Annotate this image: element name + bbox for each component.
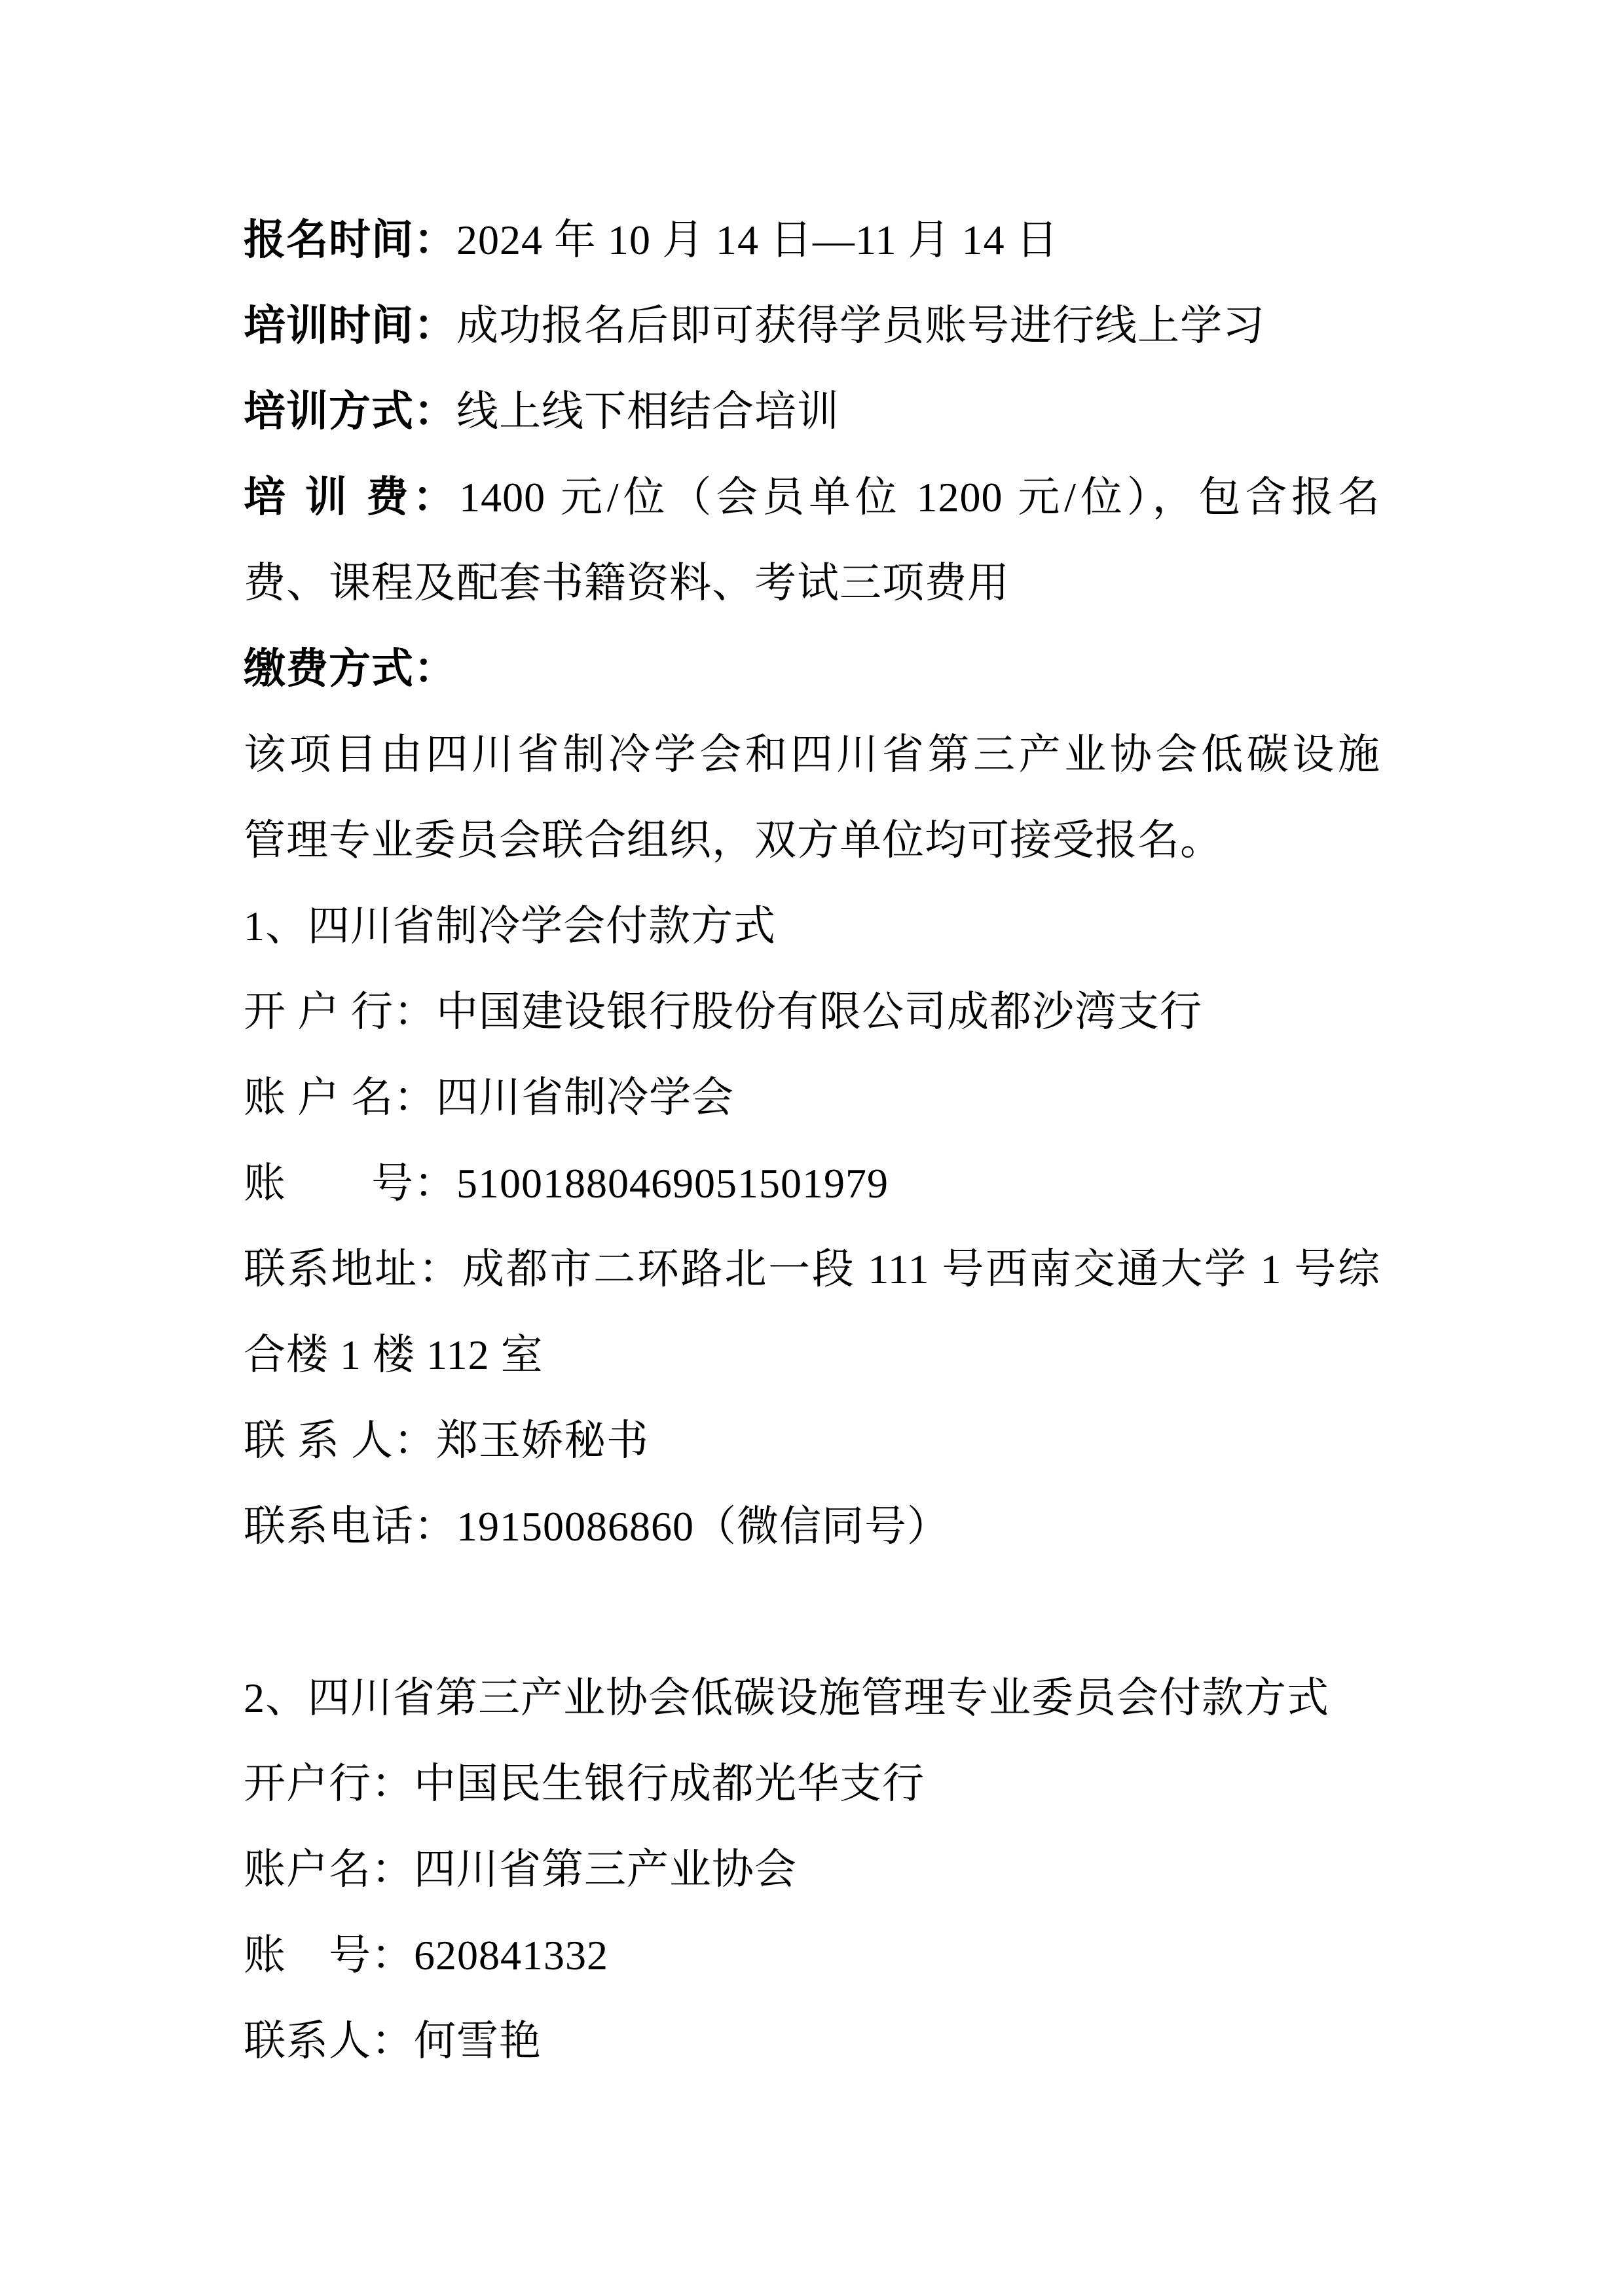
line-label: 账 户 名： xyxy=(244,1074,436,1121)
line-text: 费、课程及配套书籍资料、考试三项费用 xyxy=(244,560,1010,606)
line-label: 联系人： xyxy=(244,2018,414,2064)
document-line xyxy=(244,197,1380,283)
line-text: 该项目由四川省制冷学会和四川省第三产业协会低碳设施 xyxy=(244,731,1380,778)
document-line xyxy=(244,712,1380,797)
document-line xyxy=(244,626,1380,712)
line-text: 四川省第三产业协会 xyxy=(414,1846,797,1893)
document-line xyxy=(244,1398,1380,1484)
document-line xyxy=(244,797,1380,883)
line-text: 中国民生银行成都光华支行 xyxy=(414,1760,925,1807)
document-line xyxy=(244,1827,1380,1912)
line-text: 管理专业委员会联合组织，双方单位均可接受报名。 xyxy=(244,817,1223,864)
document-line xyxy=(244,883,1380,969)
line-text: 19150086860（微信同号） xyxy=(456,1503,950,1550)
line-label: 账户名： xyxy=(244,1846,414,1893)
line-label: 培 训 费： xyxy=(244,474,460,520)
document-body xyxy=(244,197,1380,2084)
document-line xyxy=(244,1140,1380,1226)
line-text: 线上线下相结合培训 xyxy=(456,388,840,435)
line-text: 郑玉娇秘书 xyxy=(436,1417,649,1464)
document-line xyxy=(244,540,1380,626)
line-text: 合楼 1 楼 112 室 xyxy=(244,1332,544,1378)
line-text: 四川省制冷学会 xyxy=(436,1074,734,1121)
line-text: 2024 年 10 月 14 日—11 月 14 日 xyxy=(456,217,1059,263)
line-label: 账 号： xyxy=(244,1932,414,1978)
line-label: 开 户 行： xyxy=(244,989,436,1035)
document-line xyxy=(244,1569,1380,1655)
line-text: 何雪艳 xyxy=(414,2018,542,2064)
line-text: 中国建设银行股份有限公司成都沙湾支行 xyxy=(436,989,1202,1035)
document-line xyxy=(244,1998,1380,2084)
line-label: 报名时间： xyxy=(244,217,456,263)
document-line xyxy=(244,1912,1380,1998)
line-label: 联系地址： xyxy=(244,1246,462,1292)
line-label: 缴费方式： xyxy=(244,646,456,692)
line-label: 培训方式： xyxy=(244,388,456,435)
line-label: 联系电话： xyxy=(244,1503,456,1550)
document-line xyxy=(244,1055,1380,1140)
document-line xyxy=(244,1226,1380,1312)
line-text: 1400 元/位（会员单位 1200 元/位），包含报名 xyxy=(459,474,1381,520)
document-line xyxy=(244,454,1380,540)
line-label: 培训时间： xyxy=(244,302,456,349)
document-line xyxy=(244,1741,1380,1827)
line-label: 开户行： xyxy=(244,1760,414,1807)
line-text: 成都市二环路北一段 111 号西南交通大学 1 号综 xyxy=(462,1246,1381,1292)
document-line xyxy=(244,283,1380,369)
line-text: 2、四川省第三产业协会低碳设施管理专业委员会付款方式 xyxy=(244,1675,1329,1721)
line-label: 账 号： xyxy=(244,1160,456,1207)
document-line xyxy=(244,369,1380,454)
document-line xyxy=(244,969,1380,1055)
line-text: 1、四川省制冷学会付款方式 xyxy=(244,903,776,949)
document-line xyxy=(244,1655,1380,1741)
line-label: 联 系 人： xyxy=(244,1417,436,1464)
document-line xyxy=(244,1484,1380,1569)
line-text: 成功报名后即可获得学员账号进行线上学习 xyxy=(456,302,1265,349)
document-line xyxy=(244,1312,1380,1398)
line-text: 51001880469051501979 xyxy=(456,1160,889,1207)
line-text: 620841332 xyxy=(414,1932,608,1978)
